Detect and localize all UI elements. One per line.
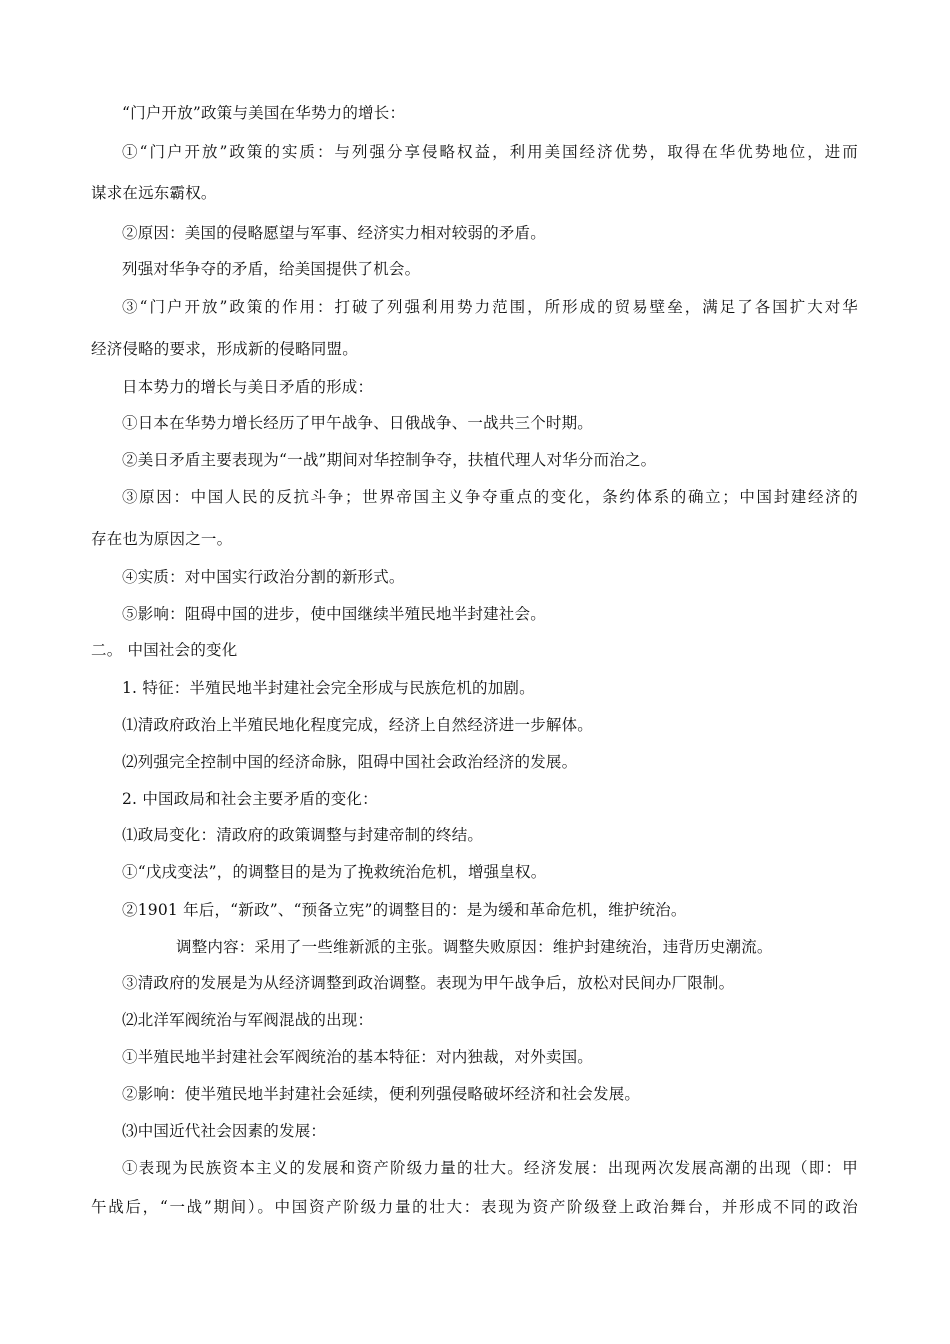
text-line-us-reason: ②原因：美国的侵略愿望与军事、经济实力相对较弱的矛盾。	[122, 224, 546, 242]
text-line-adjust-content: 调整内容：采用了一些维新派的主张。调整失败原因：维护封建统治，违背历史潮流。	[176, 938, 773, 956]
text-line-new-policy: ②1901 年后，“新政”、“预备立宪”的调整目的：是为缓和革命危机，维护统治。	[122, 901, 687, 919]
text-line-conflict-reasons-cont: 存在也为原因之一。	[91, 530, 233, 548]
text-line-feature-2: ⑵列强完全控制中国的经济命脉，阻碍中国社会政治经济的发展。	[122, 753, 578, 771]
text-line-modern-factors: ⑶中国近代社会因素的发展：	[122, 1122, 327, 1140]
text-line-open-door-effect: ③“门户开放”政策的作用：打破了列强利用势力范围，所形成的贸易壁垒，满足了各国扩大对华	[122, 298, 858, 316]
text-line-warlords-heading: ⑵北洋军阀统治与军阀混战的出现：	[122, 1011, 374, 1029]
text-line-warlords-impact: ②影响：使半殖民地半封建社会延续，便利列强侵略破坏经济和社会发展。	[122, 1085, 641, 1103]
text-line-open-door-essence-cont: 谋求在远东霸权。	[91, 184, 217, 202]
text-line-capitalism: ①表现为民族资本主义的发展和资产阶级力量的壮大。经济发展：出现两次发展高潮的出现（即：甲	[122, 1159, 858, 1177]
text-line-conflict-reasons: ③原因：中国人民的反抗斗争；世界帝国主义争夺重点的变化，条约体系的确立；中国封建经济的	[122, 488, 858, 506]
text-line-politics-heading: 2. 中国政局和社会主要矛盾的变化：	[122, 790, 378, 808]
text-line-feature: 1. 特征：半殖民地半封建社会完全形成与民族危机的加剧。	[122, 679, 535, 697]
text-line-reform-1898: ①“戊戌变法”，的调整目的是为了挽救统治危机，增强皇权。	[122, 863, 547, 881]
text-line-qing-development: ③清政府的发展是为从经济调整到政治调整。表现为甲午战争后，放松对民间办厂限制。	[122, 974, 735, 992]
text-line-powers-rivalry: 列强对华争夺的矛盾，给美国提供了机会。	[122, 260, 421, 278]
text-line-japan-periods: ①日本在华势力增长经历了甲午战争、日俄战争、一战共三个时期。	[122, 414, 594, 432]
text-line-politics-change: ⑴政局变化：清政府的政策调整与封建帝制的终结。	[122, 826, 484, 844]
text-line-japan-heading: 日本势力的增长与美日矛盾的形成：	[122, 378, 374, 396]
text-line-conflict-impact: ⑤影响：阻碍中国的进步，使中国继续半殖民地半封建社会。	[122, 605, 546, 623]
text-line-open-door-essence: ①“门户开放”政策的实质：与列强分享侵略权益，利用美国经济优势，取得在华优势地位，进而	[122, 143, 858, 161]
text-line-capitalism-cont: 午战后，“一战”期间）。中国资产阶级力量的壮大：表现为资产阶级登上政治舞台，并形成不同的政治	[91, 1198, 858, 1216]
text-line-open-door-effect-cont: 经济侵略的要求，形成新的侵略同盟。	[91, 340, 358, 358]
section-heading-2: 二。 中国社会的变化	[91, 641, 238, 659]
text-line-warlords-feature: ①半殖民地半封建社会军阀统治的基本特征：对内独裁，对外卖国。	[122, 1048, 594, 1066]
text-line-conflict-essence: ④实质：对中国实行政治分割的新形式。	[122, 568, 405, 586]
text-line-feature-1: ⑴清政府政治上半殖民地化程度完成，经济上自然经济进一步解体。	[122, 716, 594, 734]
text-line-us-japan-conflict: ②美日矛盾主要表现为“一战”期间对华控制争夺，扶植代理人对华分而治之。	[122, 451, 657, 469]
text-line-us-open-door-heading: “门户开放”政策与美国在华势力的增长：	[122, 104, 406, 122]
